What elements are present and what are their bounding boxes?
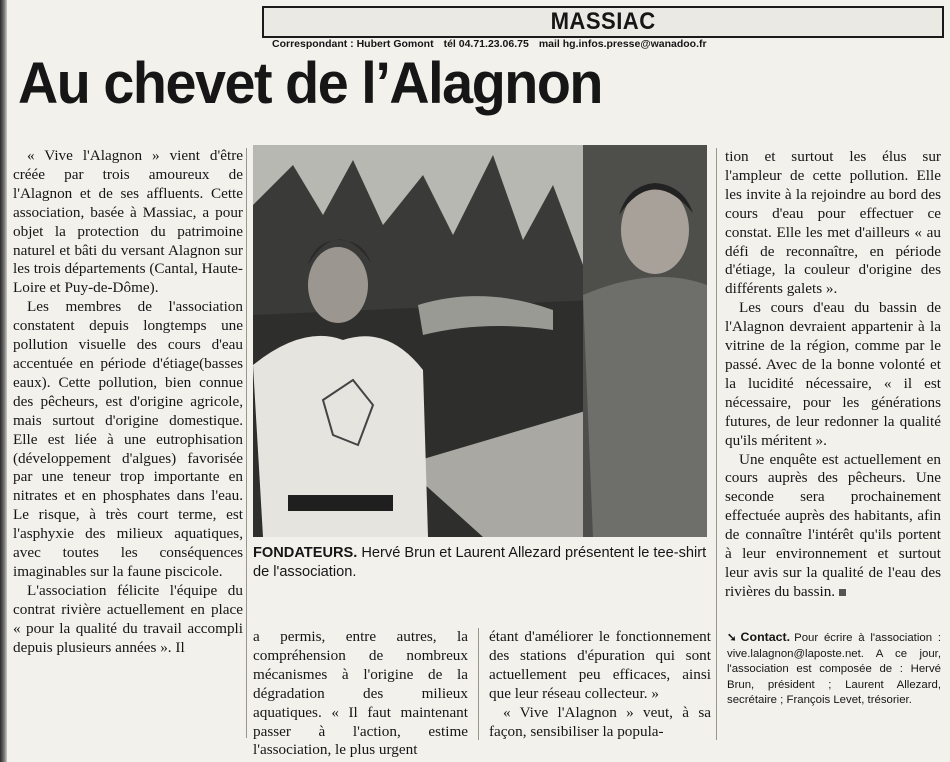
caption-text: Hervé Brun et Laurent Allezard présentent le tee-shirt de l'association. bbox=[253, 545, 707, 580]
section-header bbox=[262, 6, 944, 38]
paragraph: étant d'améliorer le fonctionnement des stations d'épuration qui sont actuellement peu efficaces, ainsi que leur réseau collecteur. » bbox=[489, 628, 711, 702]
column-divider bbox=[246, 148, 247, 738]
contact-label: Contact. bbox=[740, 630, 791, 644]
column-divider bbox=[478, 628, 479, 740]
photo-founders bbox=[253, 145, 707, 537]
article-column-3 bbox=[489, 628, 711, 741]
end-mark-icon bbox=[839, 589, 846, 596]
paragraph-final-text: Une enquête est actuellement en cours auprès des pêcheurs. Une seconde sera prochainement effectuée auprès des habitants, afin de connaître l'intérêt qu'ils portent à leur environnement et surtout leur avis sur la qualité de l'eau des rivières du bassin. bbox=[725, 450, 941, 600]
correspondent-line bbox=[272, 38, 932, 50]
scan-edge bbox=[0, 0, 7, 762]
arrow-icon: ➘ bbox=[727, 632, 737, 644]
caption-lead: FONDATEURS. bbox=[253, 545, 358, 561]
paragraph: tion et surtout les élus sur l'ampleur de cette pollution. Elle les invite à la rejoindre au bord des cours d'eau pour effectuer ce constat. Elle les met d'ailleurs « au défi de reconnaître, en période d'étiage, la couleur d'origine des différents galets ». bbox=[725, 148, 941, 298]
contact-text: Pour écrire à l'association : vive.lalagnon@laposte.net. A ce jour, l'association est composée de : Hervé Brun, président ; Laurent Allezard, secrétaire ; François Levet, trésorier. bbox=[727, 632, 941, 707]
paragraph-final bbox=[725, 451, 941, 602]
correspondent-name: Correspondant : Hubert Gomont bbox=[272, 38, 434, 50]
paragraph: « Vive l'Alagnon » veut, à sa façon, sensibiliser la popula- bbox=[489, 703, 711, 740]
paragraph: Les cours d'eau du bassin de l'Alagnon devraient appartenir à la vitrine de la région, comme par le passé. Avec de la bonne volonté et la lucidité nécessaire, « il est nécessaire, pour les générations futures, de leur redonner la qualité qu'ils méritent ». bbox=[725, 299, 941, 449]
contact-box bbox=[727, 630, 941, 709]
paragraph: Les membres de l'association constatent depuis longtemps une pollution visuelle des cours d'eau accentuée en période d'étiage(basses eaux). Cette pollution, bien connue des pêcheurs, est d'origine agricole, mais surtout d'origine domestique. Elle est liée à une eutrophisation (développement d'algues) favorisée par une teneur trop importante en nitrates et en phosphates dans l'eau. Le risque, à très court terme, est l'asphyxie des milieux aquatiques, avec toutes les conséquences imaginables sur la faune piscicole. bbox=[13, 298, 243, 580]
article-column-4 bbox=[725, 148, 941, 602]
correspondent-phone: tél 04.71.23.06.75 bbox=[443, 38, 529, 50]
correspondent-mail: mail hg.infos.presse@wanadoo.fr bbox=[538, 38, 707, 50]
paragraph: a permis, entre autres, la compréhension de nombreux mécanismes à l'origine de la dégradation des milieux aquatiques. « Il faut maintenant passer à l'action, estime l'association, le plus urgent bbox=[253, 628, 468, 759]
headline: Au chevet de l’Alagnon bbox=[18, 51, 602, 116]
photo-caption bbox=[253, 544, 713, 582]
photo-illustration bbox=[253, 145, 707, 537]
section-title: MASSIAC bbox=[550, 8, 656, 35]
article-column-1 bbox=[13, 147, 243, 657]
paragraph: « Vive l'Alagnon » vient d'être créée par trois amoureux de l'Alagnon et de ses affluents. Cette association, basée à Massiac, a pour objet la protection du patrimoine naturel et bâti du versant Alagnon sur les trois départements (Cantal, Haute-Loire et Puy-de-Dôme). bbox=[13, 147, 243, 297]
column-divider bbox=[716, 148, 717, 740]
paragraph: L'association félicite l'équipe du contrat rivière actuellement en place « pour la qualité du travail accompli depuis plusieurs années ». Il bbox=[13, 581, 243, 656]
article-column-2 bbox=[253, 628, 468, 760]
